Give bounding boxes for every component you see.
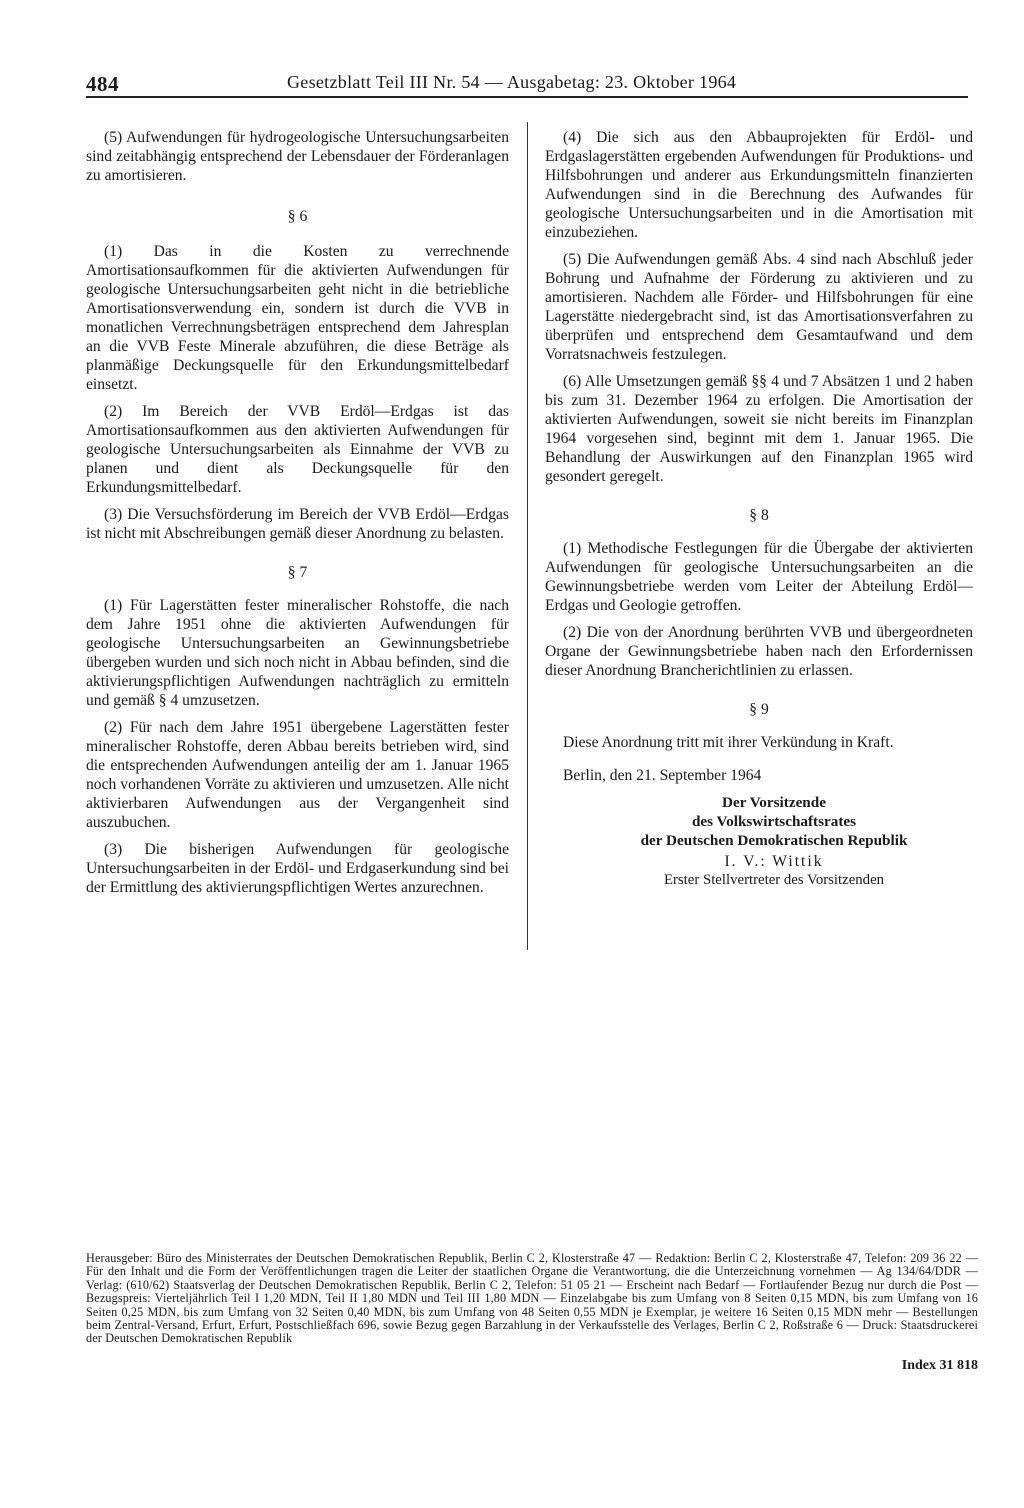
left-column [86, 128, 509, 905]
paragraph-s6-2: (2) Im Bereich der VVB Erdöl—Erdgas ist das Amortisationsaufkommen aus den aktivierten Aufwendungen für geologische Untersuchungsarbeiten als Einnahme der VVB zu planen und dient als Deckungsquelle für den Erkundungsmittelbedarf. [86, 403, 509, 496]
paragraph-s8-1: (1) Methodische Festlegungen für die Übergabe der aktivierten Aufwendungen für geologische Untersuchungsarbeiten an die Gewinnungsbetriebe werden vom Leiter der Abteilung Erdöl—Erdgas und Geologie getroffen. [545, 540, 973, 614]
right-column [545, 128, 973, 890]
paragraph-s6-1: (1) Das in die Kosten zu verrechnende Amortisationsaufkommen für die aktivierten Aufwendungen für geologische Untersuchungsarbeiten geht nicht in die betriebliche Amortisationsverwendung ein, sondern ist durch die VVB in monatlichen Verrechnungsbeträgen entsprechend dem Jahresplan an die VVB Feste Minerale abzuführen, die diese Beträge als planmäßige Deckungsquelle für den Erkundungsmittelbedarf einsetzt. [86, 243, 509, 393]
place-date: Berlin, den 21. September 1964 [563, 767, 762, 784]
signature-title-line-2: des Volkswirtschaftsrates [691, 813, 857, 830]
running-head: Gesetzblatt Teil III Nr. 54 — Ausgabetag: 23. Oktober 1964 [287, 72, 737, 92]
paragraph-s7-3: (3) Die bisherigen Aufwendungen für geologische Untersuchungsarbeiten in der Erdöl- und Erdgaserkundung sind bei der Ermittlung des aktivierungspflichtigen Wertes anzurechnen. [86, 841, 509, 896]
paragraph-s7-2: (2) Für nach dem Jahre 1951 übergebene Lagerstätten fester mineralischer Rohstoffe, deren Abbau bereits betrieben wird, sind die entsprechenden Aufwendungen anteilig der am 1. Januar 1965 noch vorhandenen Vorräte zu aktivieren und umzusetzen. Alle nicht aktivierbaren Aufwendungen aus der Vergangenheit sind auszubuchen. [86, 719, 509, 831]
column-divider [527, 122, 528, 950]
paragraph-s5-6: (6) Alle Umsetzungen gemäß §§ 4 und 7 Absätzen 1 und 2 haben bis zum 31. Dezember 1964 zu erfolgen. Die Amortisation der aktivierten Aufwendungen, soweit sie nicht bereits im Finanzplan 1964 vorgesehen sind, beginnt mit dem 1. Januar 1965. Die Behandlung der Auswirkungen auf den Finanzplan 1965 wird gesondert geregelt. [545, 373, 973, 485]
signatory-role: Erster Stellvertreter des Vorsitzenden [663, 872, 885, 888]
header-rule [86, 96, 968, 98]
paragraph-s5-5: (5) Aufwendungen für hydrogeologische Untersuchungsarbeiten sind zeitabhängig entsprechend der Lebensdauer der Förderanlagen zu amortisieren. [86, 129, 509, 184]
paragraph-s7-1: (1) Für Lagerstätten fester mineralischer Rohstoffe, die nach dem Jahre 1951 ohne die aktivierten Aufwendungen für geologische Untersuchungsarbeiten an Gewinnungsbetriebe übergeben wurden und sich noch nicht in Abbau befinden, sind die aktivierungspflichtigen Aufwendungen nachträglich zu ermitteln und gemäß § 4 umzusetzen. [86, 597, 509, 709]
paragraph-s9-1: Diese Anordnung tritt mit ihrer Verkündung in Kraft. [563, 734, 894, 751]
paragraph-s5-4: (4) Die sich aus den Abbauprojekten für Erdöl- und Erdgaslagerstätten ergebenden Aufwendungen für Produktions- und Hilfsbohrungen und anderer aus Erkundungsmitteln finanzierten Aufwendungen sind in die Berechnung des Aufwandes für geologische Untersuchungsarbeiten und in die Amortisation mit einzubeziehen. [545, 129, 973, 241]
imprint-index: Index 31 818 [901, 1358, 978, 1373]
signature-title-line-3: der Deutschen Demokratischen Republik [640, 832, 908, 849]
section-heading-9: § 9 [749, 701, 769, 718]
section-heading-8: § 8 [749, 507, 769, 524]
paragraph-s6-3: (3) Die Versuchsförderung im Bereich der VVB Erdöl—Erdgas ist nicht mit Abschreibungen gemäß dieser Anordnung zu belasten. [86, 506, 509, 542]
signatory-name: I. V.: Wittik [724, 853, 824, 870]
imprint: Herausgeber: Büro des Ministerrates der Deutschen Demokratischen Republik, Berlin C 2, Klosterstraße 47 — Redaktion: Berlin C 2, Klosterstraße 47, Telefon: 209 36 22 — Für den Inhalt und die Form der Veröffentlichungen tragen die Leiter der staatlichen Organe die Verantwortung, die die Unterzeichnung vornehmen — Ag 134/64/DDR — Verlag: (610/62) Staatsverlag der Deutschen Demokratischen Republik, Berlin C 2, Telefon: 51 05 21 — Erscheint nach Bedarf — Fortlaufender Bezug nur durch die Post — Bezugspreis: Vierteljährlich Teil I 1,20 MDN, Teil II 1,80 MDN und Teil III 1,80 MDN — Einzelabgabe bis zum Umfang von 8 Seiten 0,15 MDN, bis zum Umfang von 16 Seiten 0,25 MDN, bis zum Umfang von 32 Seiten 0,40 MDN, bis zum Umfang von 48 Seiten 0,55 MDN je Exemplar, je weitere 16 Seiten 0,15 MDN mehr — Bestellungen beim Zentral-Versand, Erfurt, Erfurt, Postschließfach 696, sowie Bezug gegen Barzahlung in der Verkaufsstelle des Verlages, Berlin C 2, Roßstraße 6 — Druck: Staatsdruckerei der Deutschen Demokratischen Republik [86, 1251, 978, 1346]
paragraph-s8-2: (2) Die von der Anordnung berührten VVB und übergeordneten Organe der Gewinnungsbetriebe haben nach den Erfordernissen dieser Anordnung Brancherichtlinien zu erlassen. [545, 624, 973, 679]
section-heading-6: § 6 [287, 208, 308, 225]
paragraph-s5-5b: (5) Die Aufwendungen gemäß Abs. 4 sind nach Abschluß jeder Bohrung und Aufnahme der Förderung zu aktivieren und zu amortisieren. Nachdem alle Förder- und Hilfsbohrungen für eine Lagerstätte niedergebracht sind, ist das Amortisationsverfahren zu überprüfen und entsprechend dem Gesamtaufwand und dem Vorratsnachweis festzulegen. [545, 251, 973, 363]
page-number: 484 [86, 72, 119, 96]
signature-block [575, 793, 973, 890]
section-heading-7: § 7 [287, 564, 308, 581]
signature-title-line-1: Der Vorsitzende [722, 794, 826, 811]
